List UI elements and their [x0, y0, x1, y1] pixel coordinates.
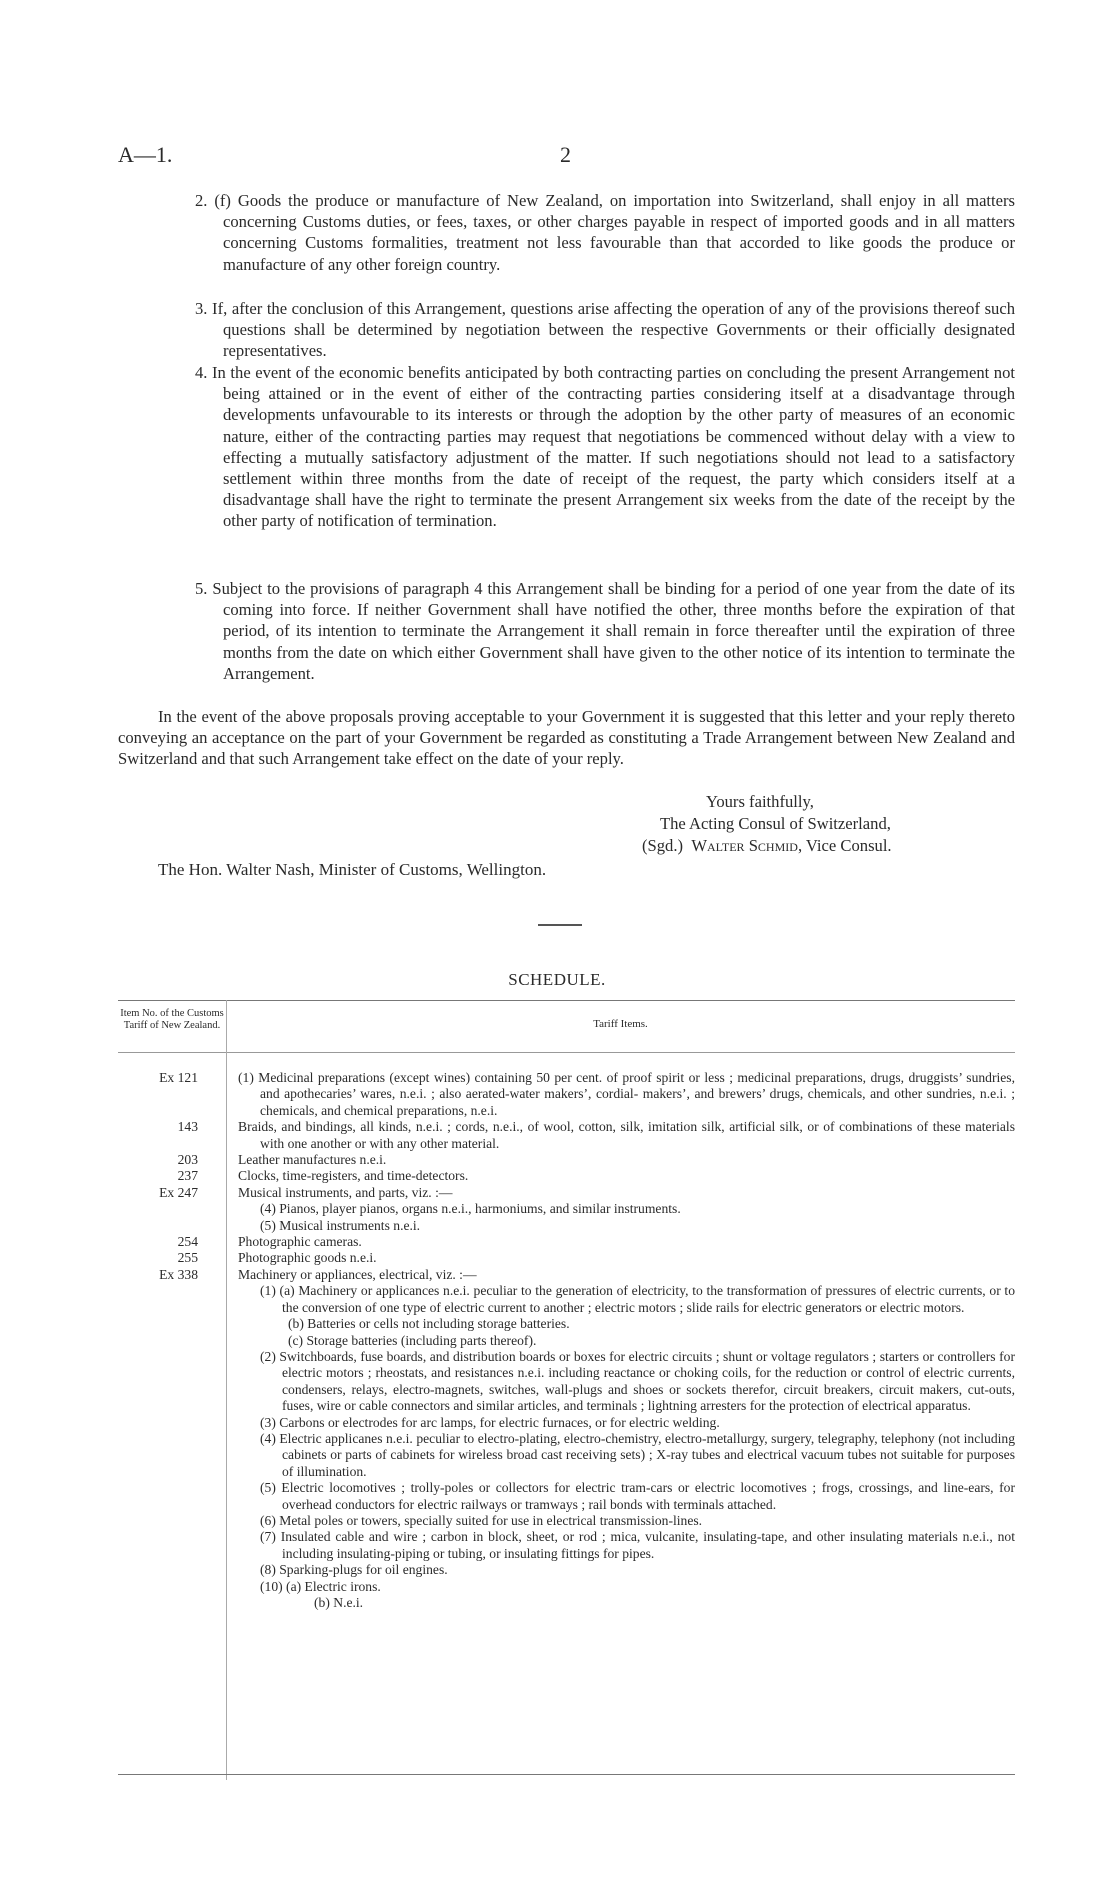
tariff-item: (3) Carbons or electrodes for arc lamps, for electric furnaces, or for electric welding.: [260, 1414, 720, 1430]
item-number: 255: [177, 1250, 198, 1266]
table-row: [118, 1218, 1015, 1234]
tariff-item: (4) Electric applicanes n.e.i. peculiar to electro-plating, electro-chemistry, electro-metallurgy, surgery, telegraphy, telephony (not including cabinets or parts of cabinets for wireless broad cast receiving sets) ; X-ray tubes and electrical vacuum tubes not suitable for purposes of illumination.: [260, 1430, 1015, 1479]
column-header-item-no: Item No. of the Customs Tariff of New Zealand.: [120, 1008, 224, 1031]
tariff-item: (10) (a) Electric irons.: [260, 1578, 381, 1594]
tariff-item: (4) Pianos, player pianos, organs n.e.i., harmoniums, and similar instruments.: [260, 1201, 681, 1217]
table-row: [118, 1415, 1015, 1431]
paragraph-2f: [195, 190, 1015, 275]
item-number: [118, 1283, 226, 1316]
column-header-tariff-items: Tariff Items.: [593, 1018, 648, 1030]
item-number: [118, 1529, 226, 1562]
table-row: [118, 1529, 1015, 1562]
item-number: [118, 1595, 226, 1611]
table-row: [118, 1349, 1015, 1415]
table-row: [118, 1283, 1015, 1316]
item-number: [118, 1415, 226, 1431]
table-row: [118, 1070, 1015, 1119]
paragraph-number: 2. (f): [195, 191, 231, 210]
table-row: [118, 1201, 1015, 1217]
paragraph-3: [195, 298, 1015, 362]
table-row: [118, 1250, 1015, 1266]
tariff-item: Photographic goods n.e.i.: [238, 1250, 377, 1266]
table-row: [118, 1579, 1015, 1595]
page-reference: A—1.: [118, 142, 173, 167]
tariff-item: Clocks, time-registers, and time-detectors.: [238, 1168, 469, 1184]
paragraph-4: [195, 362, 1015, 532]
signature-name: Walter Schmid: [691, 836, 798, 855]
item-number: [118, 1513, 226, 1529]
item-number: [118, 1333, 226, 1349]
table-bottom-rule: [118, 1774, 1015, 1775]
tariff-item: Musical instruments, and parts, viz. :—: [238, 1184, 453, 1200]
table-row: [118, 1333, 1015, 1349]
table-row: [118, 1595, 1015, 1611]
table-row: [118, 1185, 1015, 1201]
table-row: [118, 1562, 1015, 1578]
paragraph-number: 5.: [195, 579, 208, 598]
schedule-title: SCHEDULE.: [508, 970, 606, 989]
item-number: 143: [177, 1119, 198, 1135]
paragraph-5: [195, 578, 1015, 684]
item-number: 254: [177, 1234, 198, 1250]
item-number: Ex 247: [159, 1184, 198, 1200]
schedule-rows: [118, 1070, 1015, 1611]
paragraph-text: Subject to the provisions of paragraph 4 this Arrangement shall be binding for a period of one year from the date of its coming into force. If neither Government shall have notified the other, three months before the expiration of that period, of its intention to terminate the Arrangement it shall remain in force thereafter until the expiration of three months from the date on which either Government shall have given to the other notice of its intention to terminate the Arrangement.: [212, 579, 1016, 683]
table-row: [118, 1152, 1015, 1168]
tariff-item: (8) Sparking-plugs for oil engines.: [260, 1562, 448, 1578]
tariff-item: (1) Medicinal preparations (except wines) containing 50 per cent. of proof spirit or less ; medicinal preparations, drugs, druggists’ sundries, and apothecaries’ wares, n.e.i. ; also aerated-water makers’, cordial- makers’, and brewers’ drugs, chemicals, and other sundries, n.e.i. ; chemicals, and chemical preparations, n.e.i.: [238, 1070, 1015, 1118]
tariff-item: (b) Batteries or cells not including storage batteries.: [288, 1316, 570, 1332]
paragraph-number: 4.: [195, 363, 208, 382]
tariff-item: (5) Electric locomotives ; trolly-poles or collectors for electric tram-cars or electric locomotives ; frogs, crossings, and line-ears, for overhead conductors for electric railways or tramways ; rail bonds with terminals attached.: [260, 1480, 1015, 1512]
item-number: [118, 1431, 226, 1480]
page-number: 2: [560, 142, 571, 167]
tariff-item: Braids, and bindings, all kinds, n.e.i. ; cords, n.e.i., of wool, cotton, silk, imitation silk, artificial silk, or of combinations of these materials with one another or with any other material.: [238, 1119, 1015, 1151]
tariff-item: Photographic cameras.: [238, 1234, 362, 1250]
signature-title: The Acting Consul of Switzerland,: [660, 814, 891, 833]
tariff-item: (c) Storage batteries (including parts thereof).: [288, 1332, 537, 1348]
item-number: [118, 1316, 226, 1332]
item-number: [118, 1201, 226, 1217]
item-number: Ex 338: [159, 1266, 198, 1282]
item-number: [118, 1579, 226, 1595]
item-number: 203: [177, 1152, 198, 1168]
table-top-rule: [118, 1000, 1015, 1001]
table-row: [118, 1234, 1015, 1250]
table-row: [118, 1431, 1015, 1480]
table-row: [118, 1119, 1015, 1152]
paragraph-text: If, after the conclusion of this Arrangement, questions arise affecting the operation of any of the provisions thereof such questions shall be determined by negotiation between the respective Governments or their officially designated representatives.: [212, 299, 1015, 361]
tariff-item: (7) Insulated cable and wire ; carbon in block, sheet, or rod ; mica, vulcanite, insulating-tape, and other insulating materials n.e.i., not including insulating-piping or tubing, or insulating fittings for pipes.: [260, 1529, 1015, 1561]
signature-salutation: Yours faithfully,: [706, 792, 814, 811]
table-row: [118, 1316, 1015, 1332]
table-header-rule: [118, 1052, 1015, 1053]
item-number: Ex 121: [159, 1070, 198, 1085]
signature-role: , Vice Consul.: [797, 836, 892, 855]
table-row: [118, 1513, 1015, 1529]
tariff-item: (1) (a) Machinery or applicances n.e.i. peculiar to the generation of electricity, to the transformation of pressures of electric currents, or to the conversion of one type of electric current to another ; electric motors ; slide rails for electric generators or electric motors.: [260, 1283, 1015, 1315]
tariff-item: Leather manufactures n.e.i.: [238, 1152, 387, 1168]
table-row: [118, 1168, 1015, 1184]
tariff-item: (5) Musical instruments n.e.i.: [260, 1217, 421, 1233]
signature-sgd: (Sgd.): [642, 836, 684, 855]
tariff-item: (6) Metal poles or towers, specially suited for use in electrical transmission-lines.: [260, 1512, 703, 1528]
paragraph-text: In the event of the economic benefits anticipated by both contracting parties on concluding the present Arrangement not being attained or in the event of either of the contracting parties considering itself at a disadvantage through developments unfavourable to its interests or through the adoption by the other party of measures of an economic nature, either of the contracting parties may request that negotiations be commenced without delay with a view to effecting a mutually satisfactory adjustment of the matter. If such negotiations should not lead to a satisfactory settlement within three months from the date of receipt of the request, the party which considers itself at a disadvantage shall have the right to terminate the present Arrangement six weeks from the date of the receipt by the other party of notification of termination.: [212, 363, 1015, 531]
tariff-item: Machinery or appliances, electrical, viz. :—: [238, 1266, 477, 1282]
closing-paragraph: In the event of the above proposals proving acceptable to your Government it is suggested that this letter and your reply thereto conveying an acceptance on the part of your Government be regarded as constituting a Trade Arrangement between New Zealand and Switzerland and that such Arrangement take effect on the date of your reply.: [118, 707, 1015, 769]
item-number: [118, 1349, 226, 1415]
signature-line: [642, 836, 892, 856]
addressee: The Hon. Walter Nash, Minister of Customs, Wellington.: [158, 860, 547, 879]
paragraph-text: Goods the produce or manufacture of New Zealand, on importation into Switzerland, shall enjoy in all matters concerning Customs duties, or fees, taxes, or other charges payable in respect of imported goods and in all matters concerning Customs formalities, treatment not less favourable than that accorded to like goods the produce or manufacture of any other foreign country.: [223, 191, 1016, 274]
table-row: [118, 1267, 1015, 1283]
item-number: [118, 1562, 226, 1578]
item-number: [118, 1218, 226, 1234]
item-number: [118, 1480, 226, 1513]
paragraph-number: 3.: [195, 299, 208, 318]
tariff-item: (2) Switchboards, fuse boards, and distribution boards or boxes for electric circuits ; shunt or voltage regulators ; starters or controllers for electric motors ; rheostats, and resistances n.e.i. including reactance or choking coils, for the reduction or control of electric currents, condensers, relays, electro-magnets, switches, wall-plugs and shoes or sockets therefor, circuit breakers, circuit makers, cut-outs, fuses, wire or cable connectors and similar articles, and terminals ; lightning arresters for the protection of electrical apparatus.: [260, 1348, 1015, 1414]
tariff-item: (b) N.e.i.: [314, 1595, 364, 1610]
separator-rule: [538, 924, 582, 926]
item-number: 237: [177, 1168, 198, 1184]
table-row: [118, 1480, 1015, 1513]
